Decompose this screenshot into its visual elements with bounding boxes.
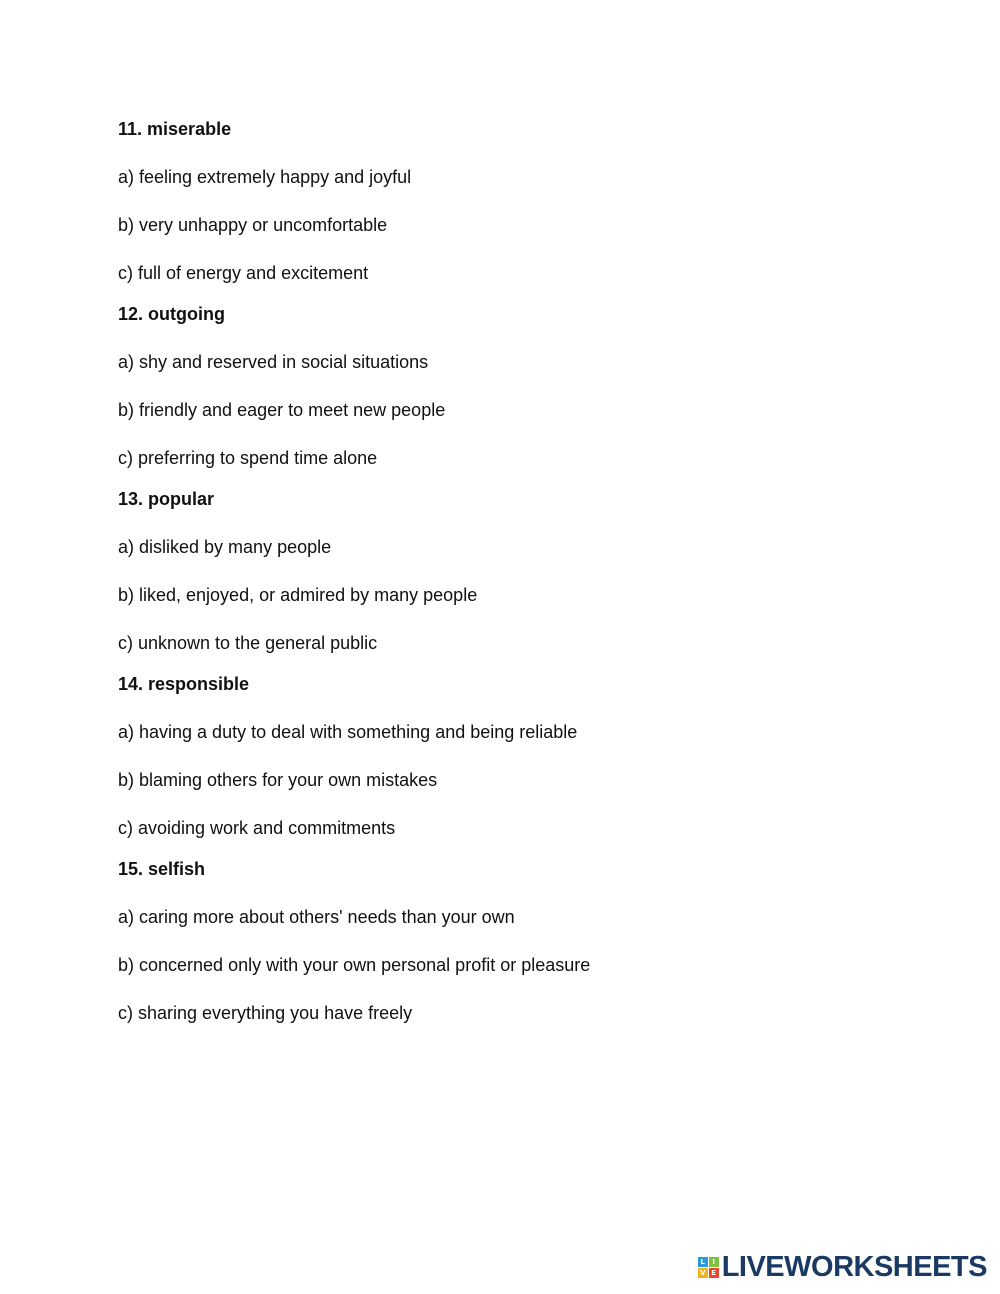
question-title: 15. selfish: [118, 859, 206, 879]
option-a[interactable]: a) feeling extremely happy and joyful: [118, 167, 412, 187]
option-b[interactable]: b) concerned only with your own personal profit or pleasure: [118, 955, 591, 975]
option-a[interactable]: a) disliked by many people: [118, 537, 332, 557]
option-b[interactable]: b) blaming others for your own mistakes: [118, 770, 438, 790]
worksheet-content: [118, 117, 918, 1042]
option-c[interactable]: c) full of energy and excitement: [118, 263, 369, 283]
liveworksheets-logo: [698, 1252, 987, 1282]
question-15: [118, 857, 918, 1025]
logo-text: LIVEWORKSHEETS: [721, 1251, 987, 1283]
option-c[interactable]: c) sharing everything you have freely: [118, 1003, 413, 1023]
logo-mark-v: V: [698, 1268, 708, 1278]
question-13: [118, 487, 918, 655]
option-c[interactable]: c) preferring to spend time alone: [118, 448, 378, 468]
question-11: [118, 117, 918, 285]
liveworksheets-logo-icon: [698, 1257, 719, 1278]
option-a[interactable]: a) having a duty to deal with something and being reliable: [118, 722, 578, 742]
question-14: [118, 672, 918, 840]
question-title: 12. outgoing: [118, 304, 225, 324]
question-12: [118, 302, 918, 470]
option-a[interactable]: a) shy and reserved in social situations: [118, 352, 429, 372]
option-b[interactable]: b) friendly and eager to meet new people: [118, 400, 446, 420]
question-title: 11. miserable: [118, 119, 232, 139]
option-c[interactable]: c) unknown to the general public: [118, 633, 378, 653]
question-title: 14. responsible: [118, 674, 250, 694]
logo-mark-l: L: [698, 1257, 708, 1267]
logo-mark-e: E: [709, 1268, 719, 1278]
option-a[interactable]: a) caring more about others' needs than your own: [118, 907, 515, 927]
option-c[interactable]: c) avoiding work and commitments: [118, 818, 396, 838]
option-b[interactable]: b) liked, enjoyed, or admired by many people: [118, 585, 478, 605]
question-title: 13. popular: [118, 489, 215, 509]
option-b[interactable]: b) very unhappy or uncomfortable: [118, 215, 388, 235]
logo-mark-i: I: [709, 1257, 719, 1267]
